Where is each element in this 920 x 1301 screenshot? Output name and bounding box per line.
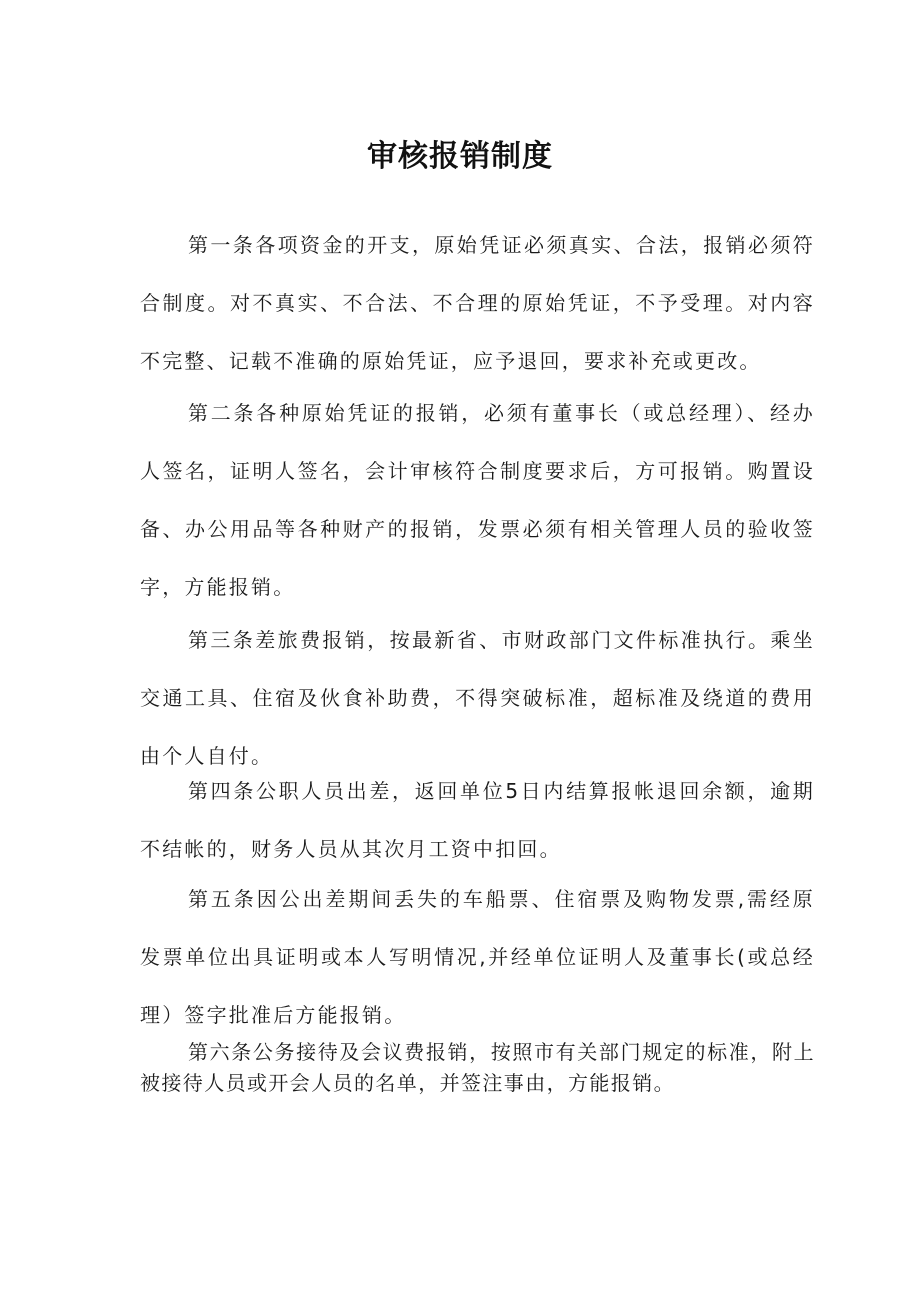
document-title: 审核报销制度 (367, 139, 553, 174)
article-5: 第五条因公出差期间丢失的车船票、住宿票及购物发票,需经原发票单位出具证明或本人写明情况,并经单位证明人及董事长(或总经理）签字批准后方能报销。 (140, 887, 815, 1027)
article-4: 第四条公职人员出差，返回单位5日内结算报帐退回余额，逾期不结帐的，财务人员从其次月工资中扣回。 (140, 779, 815, 861)
article-3: 第三条差旅费报销，按最新省、市财政部门文件标准执行。乘坐交通工具、住宿及伙食补助费，不得突破标准，超标准及绕道的费用由个人自付。 (140, 628, 815, 768)
article-6: 第六条公务接待及会议费报销，按照市有关部门规定的标准，附上被接待人员或开会人员的名单，并签注事由，方能报销。 (140, 1040, 815, 1095)
article-2: 第二条各种原始凭证的报销，必须有董事长（或总经理）、经办人签名，证明人签名，会计审核符合制度要求后，方可报销。购置设备、办公用品等各种财产的报销，发票必须有相关管理人员的验收签字，方能报销。 (140, 401, 815, 599)
article-1: 第一条各项资金的开支，原始凭证必须真实、合法，报销必须符合制度。对不真实、不合法、不合理的原始凭证，不予受理。对内容不完整、记载不准确的原始凭证，应予退回，要求补充或更改。 (140, 233, 815, 373)
